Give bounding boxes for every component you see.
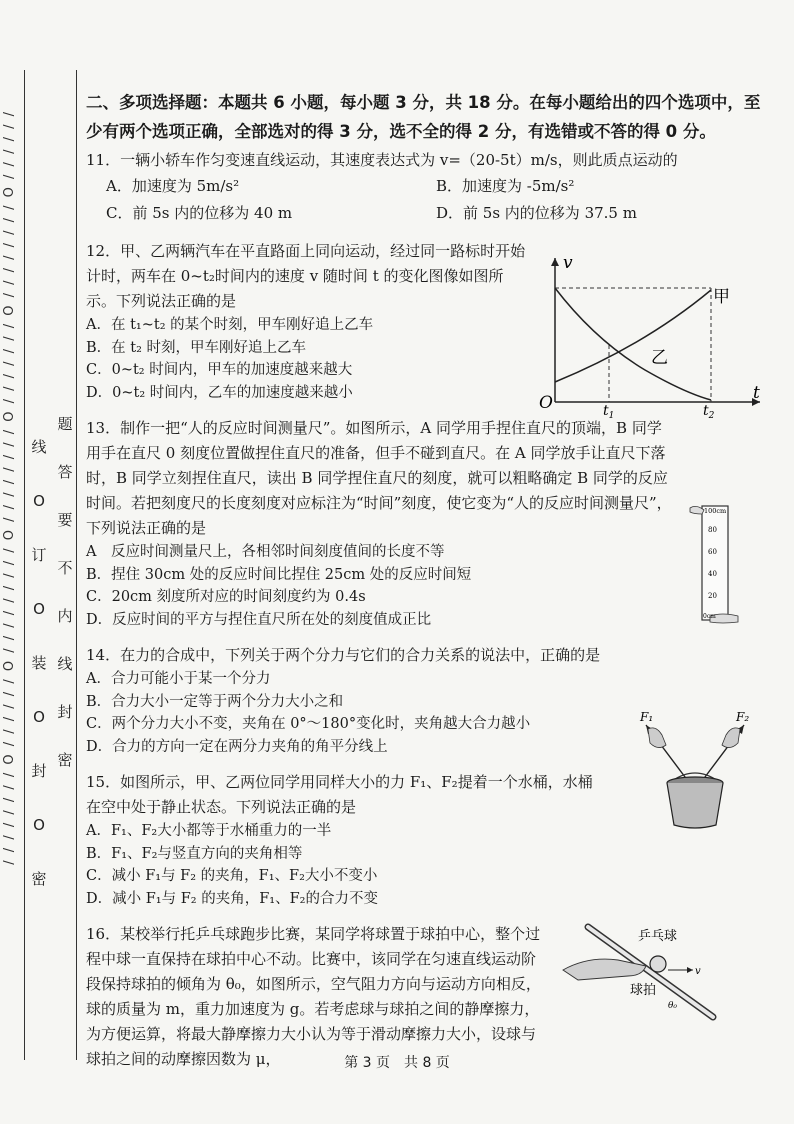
option-a: A．合力可能小于某一个分力 [86,671,271,687]
seal-char: 封 [31,762,47,780]
yi-label: 乙 [651,348,668,368]
seal-char: 封 [57,703,73,721]
bucket-figure [632,705,772,835]
option-c: C．减小 F₁与 F₂ 的夹角，F₁、F₂大小不变小 [86,868,378,884]
bucket-body [667,783,723,828]
origin-label: O [539,393,553,413]
f1-label: F₁ [640,710,654,724]
ruler-tick-label: 80 [708,526,717,534]
option-a: A．F₁、F₂大小都等于水桶重力的一半 [86,823,332,839]
velocity-time-graph [535,250,775,420]
ball-label: 乒乓球 [638,929,678,944]
section-heading: 二、多项选择题：本题共 6 小题，每小题 3 分，共 18 分。在每小题给出的四个选项中，至少有两个选项正确，全部选对的得 3 分，选不全的得 2 分，有选错或不答的得 0 分。 [86,93,761,141]
option-c: C．前 5s 内的位移为 40 m [106,204,293,222]
t-label: t [753,383,760,403]
question-11-options [86,173,776,227]
hand-left-icon [648,728,666,748]
option-d: D．合力的方向一定在两分力夹角的角平分线上 [86,738,388,755]
option-c: C．两个分力大小不变，夹角在 0°～180°变化时，夹角越大合力越小 [86,716,531,732]
seal-char: 题 [57,415,73,433]
seal-char: 答 [57,463,73,481]
question-15-stem: 15．如图所示，甲、乙两位同学用同样大小的力 F₁、F₂提着一个水桶，水桶在空中处于静止状态。下列说法正确的是 [86,773,593,816]
racket-label: 球拍 [630,983,657,998]
margin-line-left [24,70,25,1060]
question-16 [86,922,546,1072]
t2-label: $t_2$ [703,403,715,420]
question-12-stem: 12．甲、乙两辆汽车在平直路面上同向运动，经过同一路标时开始计时，两车在 0~t₂时间内的速度 v 随时间 t 的变化图像如图所示。下列说法正确的是 [86,242,526,310]
velocity-arrowhead [687,967,693,973]
ruler-tick-label: 100cm [704,507,727,515]
seal-char: 不 [57,559,73,577]
ruler [702,506,728,620]
question-14-stem: 14．在力的合成中，下列关于两个分力与它们的合力关系的说法中，正确的是 [86,646,601,664]
seal-char: O [33,492,45,510]
seal-char: 装 [31,654,47,672]
ruler-tick-label: 60 [708,548,717,556]
binding-margin [0,0,82,1124]
option-d: D．反应时间的平方与捏住直尺所在处的刻度值成正比 [86,611,432,628]
cut-line-slashes: / / / / / / / / O / / / / / / O / / / / / / / / / O / / / / / / / / O / / / / / / / O / / / / / / / / O / / / / / / [2,110,17,865]
option-d: D．前 5s 内的位移为 37.5 m [436,204,637,222]
ruler-tick-label: 40 [708,570,717,578]
seal-char: 密 [57,751,73,769]
option-d: D．减小 F₁与 F₂ 的夹角，F₁、F₂的合力不变 [86,890,378,907]
seal-char: 线 [57,655,73,673]
seal-char: 线 [31,438,47,456]
v-axis-arrow [551,258,559,266]
page-footer: 第 3 页 共 8 页 [344,1055,450,1071]
option-a: A 反应时间测量尺上，各相邻时间刻度值间的长度不等 [86,544,445,560]
option-a: A．加速度为 5m/s² [106,177,240,195]
question-16-stem: 16．某校举行托乒乓球跑步比赛，某同学将球置于球拍中心，整个过程中球一直保持在球拍中心不动。比赛中，该同学在匀速直线运动阶段保持球拍的倾角为 θ₀，如图所示，空气阻力方向与运动方向相反，球的质量为 m，重力加速度为 g。若考虑球与球拍之间的静摩擦力，为方便运算，将最大静摩擦力大小认为等于滑动摩擦力大小，设球与球拍之间的动摩擦因数为 μ， [86,925,541,1068]
option-b: B．合力大小一定等于两个分力大小之和 [86,693,344,710]
seal-char: O [33,708,45,726]
seal-char: O [33,816,45,834]
option-a: A．在 t₁~t₂ 的某个时刻，甲车刚好追上乙车 [86,317,374,333]
jia-label: 甲 [713,287,730,307]
t1-label: $t_1$ [603,403,615,420]
hand-right-icon [722,728,740,748]
option-c: C．20cm 刻度所对应的时间刻度约为 0.4s [86,589,366,605]
option-b: B．捏住 30cm 处的反应时间比捏住 25cm 处的反应时间短 [86,566,472,583]
option-b: B．F₁、F₂与竖直方向的夹角相等 [86,845,303,862]
seal-column [28,420,50,906]
option-b: B．在 t₂ 时刻，甲车刚好追上乙车 [86,339,307,356]
question-11-stem: 11．一辆小轿车作匀变速直线运动，其速度表达式为 v=（20-5t）m/s，则此质点运动的 [86,151,678,169]
option-d: D．0~t₂ 时间内，乙车的加速度越来越小 [86,384,353,401]
seal-char: O [33,600,45,618]
v-label: v [695,966,701,977]
ruler-tick-label: 20 [708,592,717,600]
option-b: B．加速度为 -5m/s² [436,177,575,195]
racket-figure [558,922,728,1022]
theta-label: θ₀ [668,1001,678,1011]
seal-warning-column [54,400,76,784]
question-13 [86,416,776,631]
question-12 [86,239,526,404]
option-c: C．0~t₂ 时间内，甲车的加速度越来越大 [86,362,353,378]
f2-label: F₂ [736,710,750,724]
reaction-ruler-figure [688,502,744,626]
question-13-stem: 13．制作一把“人的反应时间测量尺”。如图所示，A 同学用手捏住直尺的顶端，B 同学用手在直尺 0 刻度位置做捏住直尺的准备，但手不碰到直尺。在 A 同学放手让直尺下落时，B 同学立刻捏住直尺，读出 B 同学捏住直尺的刻度，就可以粗略确定 B 同学的反应时间。若把刻度尺的长度刻度对应标注为“时间”刻度，使它变为“人的反应时间测量尺”，下列说法正确的是 [86,419,672,537]
v-label: v [563,253,573,273]
ping-pong-ball [650,956,666,972]
seal-char: 密 [31,870,47,888]
question-15 [86,770,606,910]
seal-char: 内 [57,607,73,625]
margin-line-right [76,70,77,1060]
seal-char: 要 [57,511,73,529]
curve-jia [555,290,711,382]
seal-char: 订 [31,546,47,564]
ruler-tick-label: 0cm [703,613,716,620]
